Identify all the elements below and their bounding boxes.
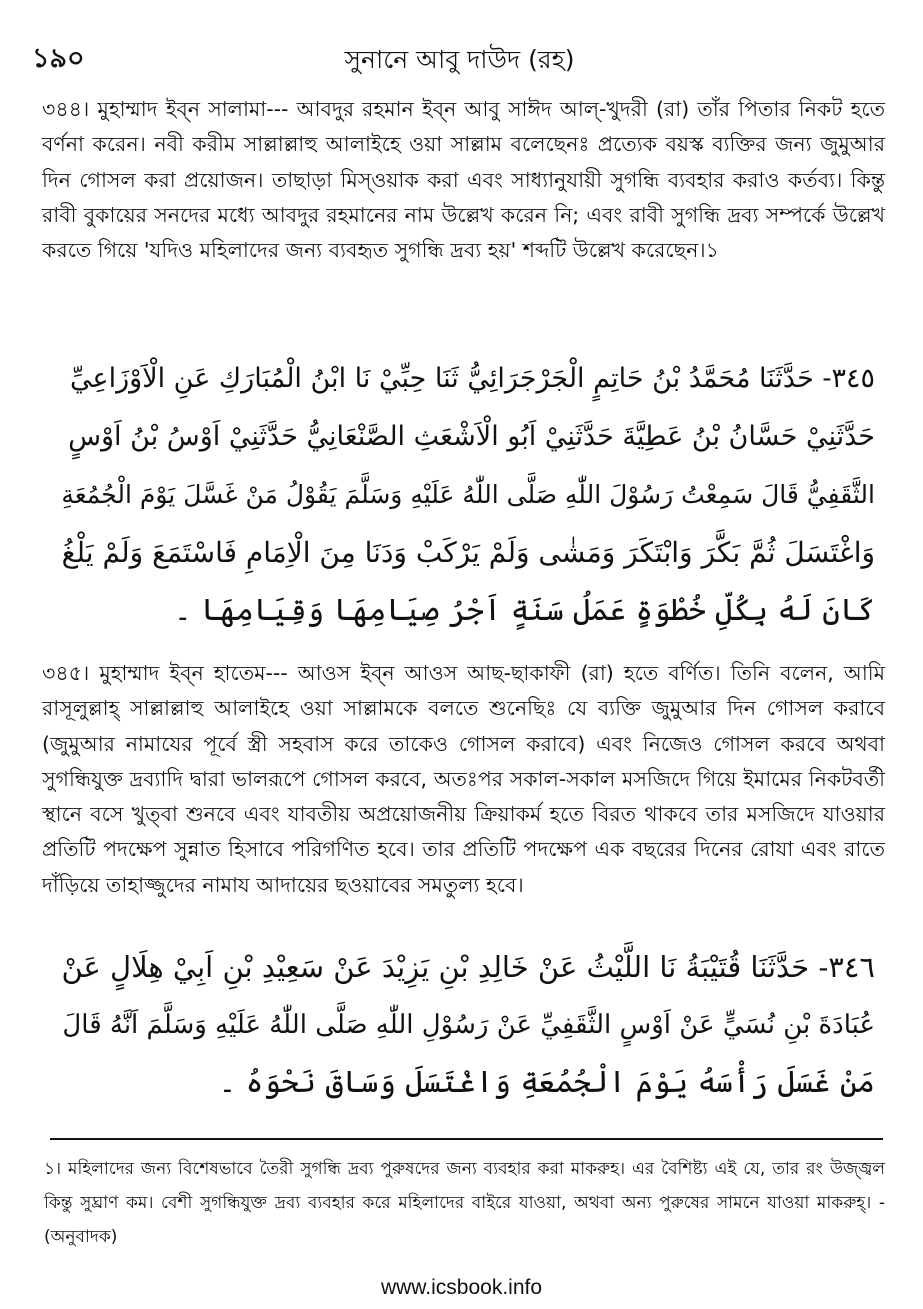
arabic-line: ٣٤٥- حَدَّثَنَا مُحَمَّدُ بْنُ حَاتِمٍ الْجَرْجَرَائِيُّ ثَنَا حِبِّيْ نَا ابْنُ الْمُبَارَكِ عَنِ الْاَوْزَاعِيِّ	[70, 363, 875, 394]
watermark-url: www.icsbook.info	[380, 1276, 543, 1299]
hadith-346-arabic	[52, 938, 875, 1112]
arabic-line: كَانَ لَهُ بِكُلِّ خُطْوَةٍ عَمَلُ سَنَةٍ اَجْرُ صِيَامِهَا وَقِيَامِهَا ۔	[173, 593, 875, 628]
footnote: ১। মহিলাদের জন্য বিশেষভাবে তৈরী সুগন্ধি দ্রব্য পুরুষদের জন্য ব্যবহার করা মাকরুহ। এর বৈশিষ্ট্য এই যে, তার রং উজ্জ্বল কিন্তু সুঘ্রাণ কম। বেশী সুগন্ধিযুক্ত দ্রব্য ব্যবহার করে মহিলাদের বাইরে যাওয়া, অথবা অন্য পুরুষের সামনে যাওয়া মাকরুহ্‌। -(অনুবাদক)	[44, 1159, 885, 1247]
hadith-345-bengali: ৩৪৫। মুহাম্মাদ ইব্‌ন হাতেম--- আওস ইব্‌ন আওস আছ-ছাকাফী (রা) হতে বর্ণিত। তিনি বলেন, আমি রাসূলুল্লাহ্‌ সাল্লাল্লাহু আলাইহে ওয়া সাল্লামকে বলতে শুনেছিঃ যে ব্যক্তি জুমুআর দিন গোসল করাবে (জুমুআর নামাযের পূর্বে স্ত্রী সহবাস করে তাকেও গোসল করাবে) এবং নিজেও গোসল করবে অথবা সুগন্ধিযুক্ত দ্রব্যাদি দ্বারা ভালরূপে গোসল করবে, অতঃপর সকাল-সকাল মসজিদে গিয়ে ইমামের নিকটবর্তী স্থানে বসে খুত্‌বা শুনবে এবং যাবতীয় অপ্রয়োজনীয় ক্রিয়াকর্ম হতে বিরত থাকবে তার মসজিদে যাওয়ার প্রতিটি পদক্ষেপ সুন্নাত হিসাবে পরিগণিত হবে। তার প্রতিটি পদক্ষেপ এক বছরের দিনের রোযা এবং রাতে দাঁড়িয়ে তাহাজ্জুদের নামায আদায়ের ছওয়াবের সমতুল্য হবে।	[42, 661, 885, 897]
arabic-line: الثَّقَفِيُّ قَالَ سَمِعْتُ رَسُوْلَ اللّٰهِ صَلَّى اللّٰهُ عَلَيْهِ وَسَلَّمَ يَقُوْلُ مَنْ غَسَّلَ يَوْمَ الْجُمُعَةِ	[61, 480, 875, 509]
arabic-line: وَاغْتَسَلَ ثُمَّ بَكَّرَ وَابْتَكَرَ وَمَشٰى وَلَمْ يَرْكَبْ وَدَنَا مِنَ الْاِمَامِ فَاسْتَمَعَ وَلَمْ يَلْغُ	[61, 536, 875, 569]
running-title: সুনানে আবু দাউদ (রহ)	[344, 45, 575, 74]
arabic-line: عُبَادَةَ بْنِ نُسَيٍّ عَنْ اَوْسٍ الثَّقَفِيِّ عَنْ رَسُوْلِ اللّٰهِ صَلَّى اللّٰهُ عَلَيْهِ وَسَلَّمَ اَنَّهُ قَالَ	[62, 1010, 875, 1040]
hadith-344-bengali: ৩৪৪। মুহাম্মাদ ইব্‌ন সালামা--- আবদুর রহমান ইব্‌ন আবু সাঈদ আল্‌-খুদরী (রা) তাঁর পিতার নিকট হতে বর্ণনা করেন। নবী করীম সাল্লাল্লাহু আলাইহে ওয়া সাল্লাম বলেছেনঃ প্রত্যেক বয়স্ক ব্যক্তির জন্য জুমুআর দিন গোসল করা প্রয়োজন। তাছাড়া মিস্‌ওয়াক করা এবং সাধ্যানুযায়ী সুগন্ধি ব্যবহার করাও কর্তব্য। কিন্তু রাবী বুকায়ের সনদের মধ্যে আবদুর রহমানের নাম উল্লেখ করেন নি; এবং রাবী সুগন্ধি দ্রব্য সম্পর্কে উল্লেখ করতে গিয়ে 'যদিও মহিলাদের জন্য ব্যবহৃত সুগন্ধি দ্রব্য হয়' শব্দটি উল্লেখ করেছেন।১	[42, 97, 885, 263]
arabic-line: مَنْ غَسَلَ رَأْسَهُ يَوْمَ الْجُمُعَةِ وَاغْتَسَلَ وَسَاقَ نَحْوَهُ ۔	[218, 1065, 875, 1100]
footnote-divider	[50, 1138, 883, 1140]
arabic-line: حَدَّثَنِيْ حَسَّانُ بْنُ عَطِيَّةَ حَدَّثَنِيْ اَبُو الْاَشْعَثِ الصَّنْعَانِيُّ حَدَّثَنِيْ اَوْسُ بْنُ اَوْسٍ	[68, 421, 875, 452]
page-number: ১৯০	[32, 43, 85, 74]
page-header	[32, 38, 887, 78]
hadith-345-arabic	[52, 350, 875, 640]
arabic-line: ٣٤٦- حَدَّثَنَا قُتَيْبَةُ نَا اللَّيْثُ عَنْ خَالِدِ بْنِ يَزِيْدَ عَنْ سَعِيْدِ بْنِ اَبِيْ هِلَالٍ عَنْ	[61, 950, 875, 984]
